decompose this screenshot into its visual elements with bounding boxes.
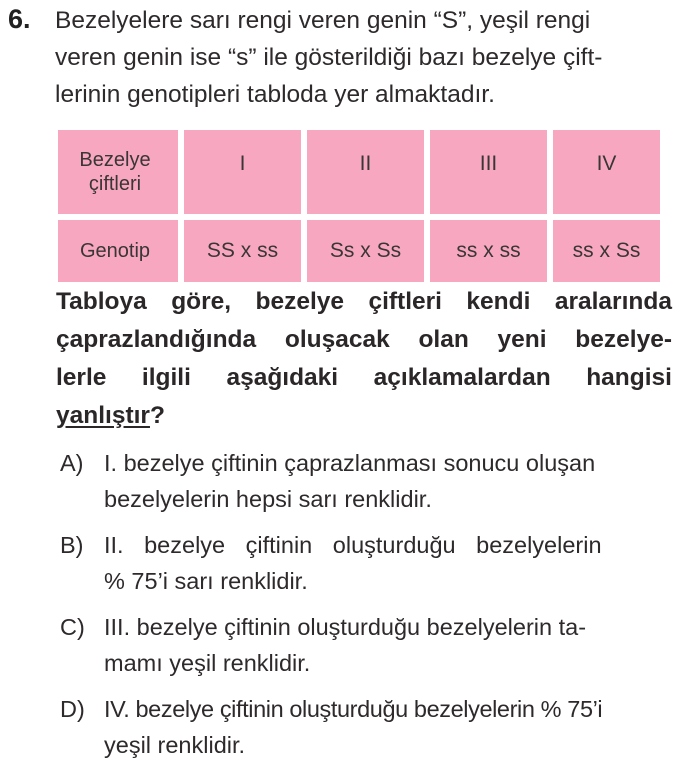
option-line: % 75’i sarı renklidir. [104,568,308,594]
column-header-cell: I [184,130,301,214]
prompt-word: aşağıdaki [226,364,339,391]
table-header-row [58,130,660,214]
question-prompt [56,283,672,435]
option-line: IV. bezelye çiftinin oluşturduğu bezelyelerin % 75’i [104,696,603,722]
prompt-word: oluşacak [284,326,390,353]
prompt-word: hangisi [586,364,672,391]
option-text [104,609,666,681]
header-label-line: Bezelye [79,149,151,171]
stem-line: veren genin ise “s” ile gösterildiği bazı bezelye çift- [55,44,603,71]
prompt-word: ilgili [141,364,191,391]
prompt-word: göre, [171,288,232,315]
genotype-cell: ss x ss [430,220,547,282]
option-letter: C) [60,614,85,640]
prompt-word: lerle [56,364,107,391]
genotype-table [52,124,666,288]
option-line: I. bezelye çiftinin çaprazlanması sonucu oluşan [104,450,596,476]
stem-line: lerinin genotipleri tabloda yer almaktadır. [55,81,495,108]
prompt-word: açıklamalardan [373,364,551,391]
header-label-cell [58,130,178,214]
column-header-cell: III [430,130,547,214]
genotype-cell: SS x ss [184,220,301,282]
prompt-word: yeni [497,326,547,353]
column-header-cell: IV [553,130,660,214]
option-line: II. bezelye çiftinin oluşturduğu bezelyelerin [104,532,602,558]
genotype-cell: ss x Ss [553,220,660,282]
prompt-line [56,283,672,321]
prompt-word: olan [418,326,469,353]
prompt-word: bezelye- [575,326,672,353]
prompt-word: çaprazlandığında [56,326,257,353]
prompt-word: bezelye [255,288,345,315]
option-line: III. bezelye çiftinin oluşturduğu bezelyelerin ta- [104,614,587,640]
option-text [104,691,666,762]
prompt-line [56,321,672,359]
prompt-word: aralarında [554,288,672,315]
prompt-line [56,359,672,397]
prompt-word: kendi [466,288,531,315]
option-letter: D) [60,696,85,722]
header-label-line: çiftleri [88,173,142,195]
option-text [104,445,666,517]
genotype-cell: Ss x Ss [307,220,424,282]
option-letter: B) [60,532,84,558]
question-mark: ? [149,402,165,429]
question-stem [55,2,670,113]
prompt-word: Tabloya [56,288,147,315]
column-header-cell: II [307,130,424,214]
row-label-cell: Genotip [58,220,178,282]
option-line: yeşil renklidir. [104,732,246,758]
option-line: bezelyelerin hepsi sarı renklidir. [104,486,432,512]
table-genotype-row [58,220,660,282]
option-text [104,527,666,599]
underlined-keyword: yanlıştır [56,402,150,429]
prompt-line [56,397,672,435]
question-number: 6. [8,4,31,34]
stem-line: Bezelyelere sarı rengi veren genin “S”, yeşil rengi [55,7,591,34]
option-line: mamı yeşil renklidir. [104,650,311,676]
prompt-word: çiftleri [368,288,442,315]
option-letter: A) [60,450,84,476]
